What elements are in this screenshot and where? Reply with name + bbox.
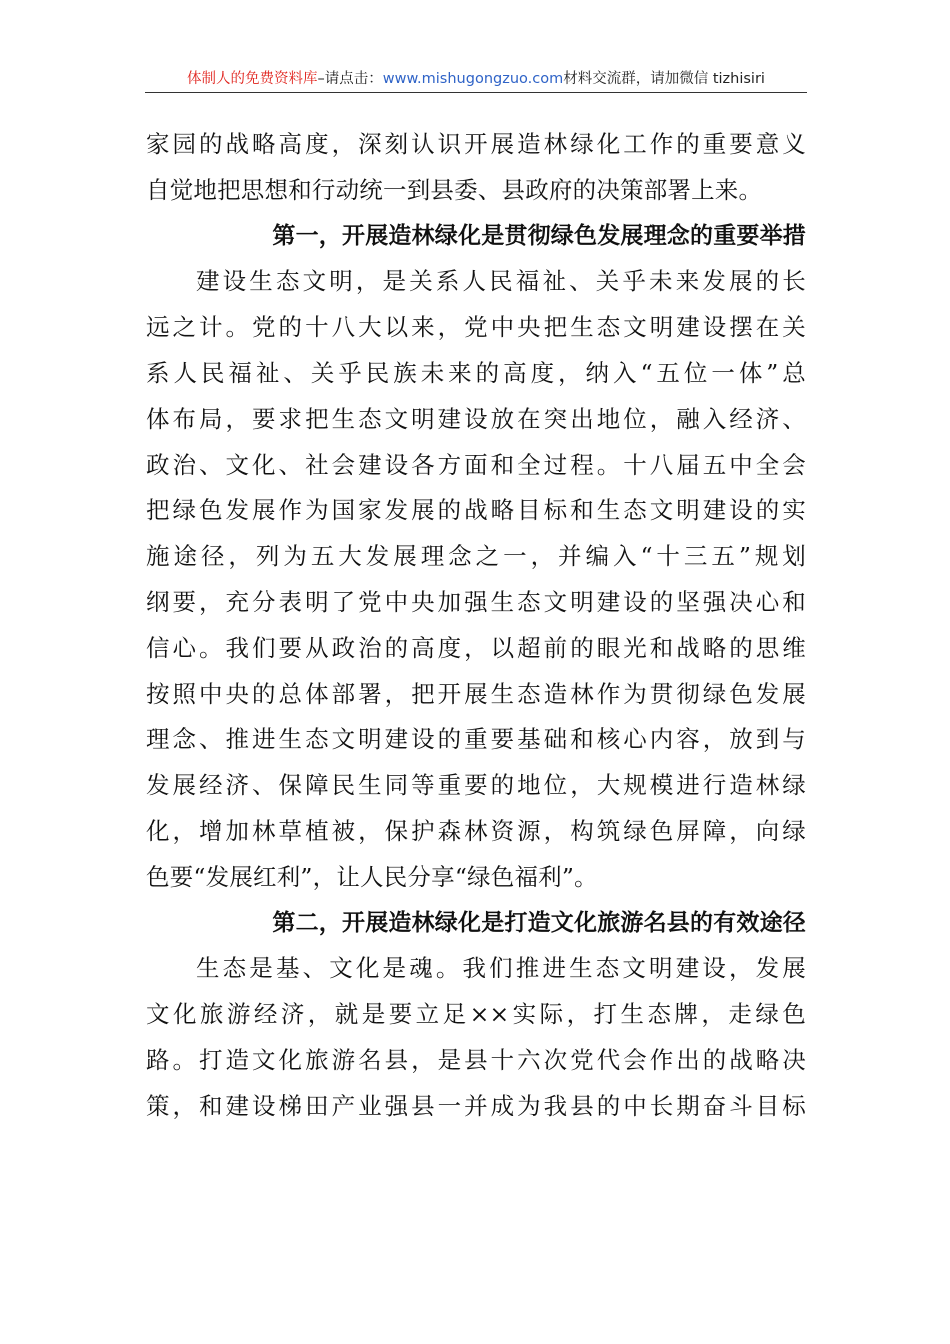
- header-prompt: –请点击：: [317, 71, 383, 87]
- body-line: 文化旅游经济，就是要立足××实际，打生态牌，走绿色: [146, 1000, 806, 1029]
- body-line: 把绿色发展作为国家发展的战略目标和生态文明建设的实: [146, 496, 806, 525]
- body-line: 政治、文化、社会建设各方面和全过程。十八届五中全会: [146, 450, 806, 479]
- header-site-name: 体制人的免费资料库: [187, 71, 318, 87]
- body-line: 发展经济、保障民生同等重要的地位，大规模进行造林绿: [146, 771, 806, 800]
- section-heading-1: 第一，开展造林绿化是贯彻绿色发展理念的重要举措: [272, 222, 806, 249]
- body-line: 按照中央的总体部署，把开展生态造林作为贯彻绿色发展: [146, 679, 806, 708]
- paragraph-first-line: 建设生态文明，是关系人民福祉、关乎未来发展的长: [196, 267, 806, 296]
- body-line: 信心。我们要从政治的高度，以超前的眼光和战略的思维: [146, 633, 806, 662]
- body-line: 远之计。党的十八大以来，党中央把生态文明建设摆在关: [146, 313, 806, 342]
- body-line: 施途径，列为五大发展理念之一，并编入“十三五”规划: [146, 542, 806, 571]
- body-line: 体布局，要求把生态文明建设放在突出地位，融入经济、: [146, 404, 806, 433]
- body-line: 理念、推进生态文明建设的重要基础和核心内容，放到与: [146, 725, 806, 754]
- body-line: 色要“发展红利”，让人民分享“绿色福利”。: [146, 862, 598, 891]
- page-header: [145, 68, 807, 93]
- body-line: 策，和建设梯田产业强县一并成为我县的中长期奋斗目标: [146, 1091, 806, 1120]
- body-line: 纲要，充分表明了党中央加强生态文明建设的坚强决心和: [146, 587, 806, 616]
- header-contact: 材料交流群，请加微信 tizhisiri: [563, 71, 765, 87]
- paragraph-first-line: 生态是基、文化是魂。我们推进生态文明建设，发展: [196, 954, 806, 983]
- body-line: 系人民福祉、关乎民族未来的高度，纳入“五位一体”总: [146, 358, 806, 387]
- document-body: [146, 122, 806, 1130]
- body-line: 化，增加林草植被，保护森林资源，构筑绿色屏障，向绿: [146, 816, 806, 845]
- section-heading-2: 第二，开展造林绿化是打造文化旅游名县的有效途径: [272, 909, 806, 936]
- body-line: 自觉地把思想和行动统一到县委、县政府的决策部署上来。: [146, 175, 763, 204]
- header-link[interactable]: www.mishugongzuo.com: [382, 71, 564, 87]
- body-line: 路。打造文化旅游名县，是县十六次党代会作出的战略决: [146, 1045, 806, 1074]
- body-line: 家园的战略高度，深刻认识开展造林绿化工作的重要意义: [146, 130, 806, 158]
